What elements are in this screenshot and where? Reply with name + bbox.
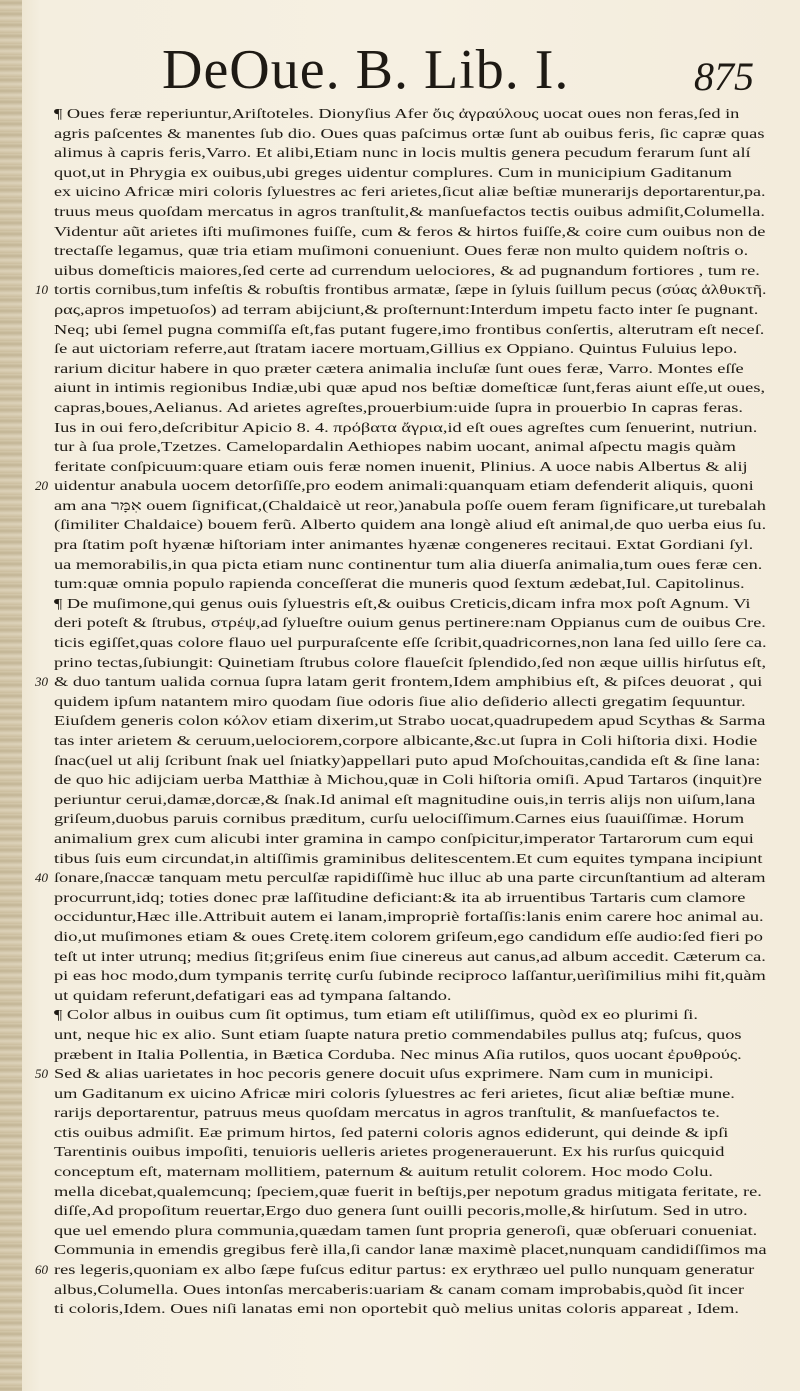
line-text: periuntur cerui,damæ,dorcæ,& ſnak.Id animal eſt magnitudine ouis,in terris alijs non uiſum,lana [54, 791, 756, 807]
text-line [54, 692, 766, 712]
text-line [54, 1005, 766, 1025]
text-line [35, 868, 766, 888]
text-line [54, 300, 766, 320]
text-line [54, 535, 766, 555]
line-text: Eiuſdem generis colon κόλον etiam dixerim,ut Strabo uocat,quadrupedem apud Scythas & Sarma [54, 713, 766, 729]
line-text: animalium grex cum alicubi inter gramina in campo conſpicitur,imperator Tartarorum cum equi [54, 830, 754, 846]
text-line [54, 751, 766, 771]
line-text: Videntur aũt arietes iſti muſimones fuiſſe, cum & feros & hirtos fuiſſe,& coire cum ouibus non de [54, 223, 766, 239]
line-text: ſonare,ſnaccæ tanquam metu perculſæ rapidiſſimè huc illuc ab una parte circunſtantium ad alteram [54, 870, 766, 886]
text-line [35, 672, 766, 692]
text-line [35, 1260, 766, 1280]
paragraph [35, 1005, 767, 1319]
text-line [54, 829, 766, 849]
line-text: & duo tantum ualida cornua ſupra latam gerit frontem,Idem amphibius eſt, & piſces deuorat , qui [54, 674, 763, 690]
text-line [35, 1064, 766, 1084]
line-text: dio,ut muſimones etiam & oues Cretę.item colorem griſeum,ego candidum eſſe audio:ſed fieri po [54, 928, 763, 944]
paragraph [35, 104, 767, 594]
line-text: feritate conſpicuum:quare etiam ouis feræ nomen inuenit, Plinius. A uoce nabis Albertus & alij [54, 458, 748, 474]
text-line [54, 104, 766, 124]
line-text: ua memorabilis,in qua picta etiam nunc continentur tum alia diuerſa animalia,tum oues feræ cen. [54, 556, 763, 572]
line-text: que uel emendo plura communia,quædam tamen ſunt propria generoſi, quæ obſeruari conueniat. [54, 1222, 758, 1238]
line-text: quidem ipſum natantem miro quodam ſiue odoris ſiue alio deſiderio allecti gregatim ſequuntur. [54, 693, 746, 709]
line-text: tas inter arietem & ceruum,uelociorem,corpore albicante,&c.ut ſupra in Coli hiſtoria dixi. Hodie [54, 733, 758, 748]
running-title: DeOue. B. Lib. I. [162, 39, 570, 101]
line-text: ¶ Oues feræ reperiuntur,Ariſtoteles. Dionyſius Afer ὄις ἀγραύλους uocat oues non feras,ſed in [54, 106, 740, 121]
text-line [54, 1299, 766, 1319]
line-text: præbent in Italia Pollentia, in Bætica Corduba. Nec minus Aſia rutilos, quos uocant ἐρυθρούς. [54, 1046, 742, 1062]
line-text: capras,boues,Aelianus. Ad arietes agreſtes,prouerbium:uide ſupra in prouerbio In capras feras. [54, 399, 743, 415]
line-text: ut quidam referunt,defatigari eas ad tympana ſaltando. [54, 987, 452, 1003]
line-text: uidentur anabula uocem detorſiſſe,pro eodem animali:quanquam etiam defenderit aliquis, quoni [54, 478, 754, 494]
text-line [54, 1221, 766, 1241]
text-body [35, 104, 767, 1319]
line-text: procurrunt,idq; toties donec præ laſſitudine deficiant:& ita ab irruentibus Tartaris cum clamore [54, 889, 746, 905]
text-line [54, 143, 766, 163]
text-line [54, 1162, 766, 1182]
text-line [54, 1084, 766, 1104]
line-text: ρας,apros impetuoſos) ad terram abijciunt,& proſternunt:Interdum impetu facto inter ſe pugnant. [54, 301, 759, 317]
line-text: diſſe,Ad propoſitum reuertar,Ergo duo genera ſunt ouilli pecoris,molle,& hirſutum. Sed in utro. [54, 1203, 748, 1219]
text-line [54, 1123, 766, 1143]
line-text: rarium dicitur habere in quo præter cætera animalia incluſæ ſunt oues feræ, Varro. Montes eſſe [54, 360, 744, 376]
line-text: uibus domeſticis maiores,ſed certe ad currendum uelociores, & ad pugnandum fortiores , tum re. [54, 262, 760, 278]
text-line [54, 261, 766, 281]
line-text: um Gaditanum ex uicino Africæ miri coloris ſyluestres ac feri arietes, ſicut aliæ beſtiæ mune. [54, 1085, 735, 1101]
line-text: conceptum eſt, maternam mollitiem, paternum & auitum retulit colorem. Hoc modo Colu. [54, 1164, 713, 1180]
text-line [35, 280, 767, 300]
text-line [54, 1045, 766, 1065]
line-number: 20 [35, 478, 48, 494]
text-line [54, 790, 766, 810]
text-line [54, 359, 766, 379]
text-line [54, 653, 766, 673]
line-text: mella dicebat,qualemcunq; ſpeciem,quæ fuerit in beſtijs,per nepotum gradus mitigata feritate, re. [54, 1183, 762, 1199]
line-text: alimus à capris feris,Varro. Et alibi,Etiam nunc in locis multis genera pecudum ferarum ſunt alí [54, 145, 751, 161]
line-number: 10 [35, 282, 48, 298]
text-line [54, 1240, 766, 1260]
text-line [54, 418, 766, 438]
line-text: pra ſtatim poſt hyænæ hiſtoriam inter animantes hyænæ congeneres recitaui. Extat Gordiani ſyl. [54, 537, 754, 553]
line-text: ſe aut uictoriam referre,aut ſtratam iacere mortuam,Gillius ex Oppiano. Quintus Fuluius lepo. [54, 341, 738, 357]
line-text: unt, neque hic ex alio. Sunt etiam ſuapte natura pretio commendabiles pullus atq; fuſcus, quos [54, 1026, 742, 1042]
line-text: teſt ut inter utrunq; medius ſit;griſeus enim ſiue cinereus aut canus,ad album accedit. Cæterum ca. [54, 948, 766, 964]
text-line [54, 711, 766, 731]
text-line [54, 555, 766, 575]
text-line [54, 202, 766, 222]
line-text: ¶ Color albus in ouibus cum ſit optimus, tum etiam eſt utiliſſimus, quòd ex eo plurimi ſi. [54, 1007, 698, 1023]
text-line [54, 1142, 766, 1162]
text-line [54, 594, 766, 614]
text-line [54, 986, 766, 1006]
text-line [54, 124, 766, 144]
line-text: occiduntur,Hæc ille.Attribuit autem ei lanam,impropriè fortaſſis:lanis enim carere hoc animal au. [54, 909, 764, 925]
line-text: am ana אִמָּר ouem ſignificat,(Chaldaicè ut reor,)anabula poſſe ouem feram ſignificare,ut turebalah [54, 497, 766, 513]
text-line [54, 927, 766, 947]
text-line [54, 515, 766, 535]
page-gutter [0, 0, 22, 1391]
text-line [54, 809, 766, 829]
line-text: de quo hic adijciam uerba Matthiæ à Michou,quæ in Coli hiſtoria omiſi. Apud Tartaros (inquit)re [54, 772, 762, 788]
line-text: agris paſcentes & manentes ſub dio. Oues quas paſcimus ortæ ſunt ab ouibus feris, ſic capræ quas [54, 125, 765, 141]
line-text: Neq; ubi ſemel pugna commiſſa eſt,fas putant fugere,imo frontibus conſertis, alterutram eſt neceſ. [54, 321, 765, 337]
text-line [54, 770, 766, 790]
line-text: rarijs deportarentur, patruus meus quoſdam mercatus in agros tranſtulit, & manſuefactos te. [54, 1105, 720, 1121]
line-text: quot,ut in Phrygia ex ouibus,ubi greges uidentur complures. Cum in municipium Gaditanum [54, 164, 732, 180]
line-text: truus meus quoſdam mercatus in agros tranſtulit,& manſuefactos tectis ouibus admiſit,Columella. [54, 203, 766, 219]
text-line [35, 476, 766, 496]
line-text: aiunt in intimis regionibus Indiæ,ubi quæ apud nos beſtiæ domeſticæ ſunt,feras aiunt eſſe,ut oues, [54, 380, 766, 396]
page-number: 875 [694, 54, 754, 99]
line-text: prino tectas,ſubiungit: Quinetiam ſtrubus colore flaueſcit ſplendido,ſed non æque uillis hirſutus eſt, [54, 654, 767, 670]
line-number: 30 [35, 674, 48, 690]
text-line [54, 849, 766, 869]
text-line [54, 339, 766, 359]
text-line [54, 888, 766, 908]
text-line [54, 163, 766, 183]
text-line [54, 182, 766, 202]
text-line [54, 241, 766, 261]
text-line [54, 398, 766, 418]
text-line [54, 633, 766, 653]
line-text: griſeum,duobus paruis cornibus præditum, curſu uelociſſimum.Carnes eius ſuauiſſimæ. Horum [54, 811, 745, 827]
line-number: 60 [35, 1262, 48, 1278]
paragraph [35, 594, 767, 1005]
text-line [54, 966, 766, 986]
line-text: trectaſſe legamus, quæ tria etiam muſimoni conueniunt. Oues feræ non multo quidem noſtris o. [54, 243, 749, 259]
text-line [54, 574, 766, 594]
line-text: ti coloris,Idem. Oues niſi lanatas emi non oportebit quò melius unitas coloris appareat , Idem. [54, 1301, 739, 1317]
text-line [54, 437, 766, 457]
text-line [54, 613, 766, 633]
line-text: ex uicino Africæ miri coloris ſyluestres ac feri arietes,ſicut aliæ beſtiæ munerarijs deportarentur,pa. [54, 184, 766, 200]
line-text: Communia in emendis gregibus ferè illa,ſi candor lanæ maximè placet,nunquam candidiſſimos ma [54, 1242, 767, 1258]
text-line [54, 496, 766, 516]
line-text: (ſimiliter Chaldaice) bouem ferũ. Alberto quidem ana longè aliud eſt animal,de quo uerba eius ſu. [54, 517, 767, 533]
line-text: Ius in oui fero,deſcribitur Apicio 8. 4. πρόβατα ἄγρια,id eſt oues agreſtes cum ſenuerint, nutriun. [54, 419, 758, 435]
line-text: deri poteſt & ſtrubus, στρέψ,ad ſylueſtre ouium genus pertinere:nam Oppianus cum de ouibus Cre. [54, 615, 766, 631]
text-line [54, 1025, 766, 1045]
line-text: Sed & alias uarietates in hoc pecoris genere docuit uſus exprimere. Nam cum in municipi. [54, 1066, 714, 1082]
text-line [54, 320, 766, 340]
text-line [54, 947, 766, 967]
line-text: res legeris,quoniam ex albo ſæpe fuſcus editur partus: ex erythræo uel pullo nunquam generatur [54, 1262, 755, 1278]
line-text: tum:quæ omnia populo rapienda conceſſerat die muneris quod ſextum ædebat,Iul. Capitolinus. [54, 576, 745, 592]
line-text: ¶ De muſimone,qui genus ouis ſyluestris eſt,& ouibus Creticis,dicam infra mox poſt Agnum. Vi [54, 595, 751, 611]
line-text: ctis ouibus admiſit. Eæ primum hirtos, ſed paterni coloris agnos ediderunt, qui deinde & ipſi [54, 1124, 729, 1140]
line-text: tur à ſua prole,Tzetzes. Camelopardalin Aethiopes nabim uocant, animal aſpectu magis quàm [54, 439, 736, 455]
text-line [54, 1182, 766, 1202]
line-number: 40 [35, 870, 48, 886]
text-line [54, 1103, 766, 1123]
text-line [54, 731, 766, 751]
line-text: tibus ſuis eum circundat,in altiſſimis graminibus delitescentem.Et cum equites tympana incipiunt [54, 850, 763, 866]
line-text: ſnac(uel ut alij ſcribunt ſnak uel ſniatky)appellari puto apud Moſchouitas,candida eſt & ſine lana: [54, 752, 761, 768]
running-head [0, 38, 800, 102]
text-line [54, 1201, 766, 1221]
text-line [54, 457, 766, 477]
line-number: 50 [35, 1066, 48, 1082]
line-text: pi eas hoc modo,dum tympanis territę curſu ſubinde reciproco laſſantur,uerìſimilius mihi fit,quàm [54, 968, 766, 984]
line-text: ticis egiſſet,quas colore flauo uel purpuraſcente eſſe ſcribit,quadricornes,non lana ſed uillo ſere ca. [54, 635, 767, 651]
text-line [54, 222, 766, 242]
line-text: Tarentinis ouibus impoſiti, tenuioris uelleris arietes progenerauerunt. Ex his rurſus quicquid [54, 1144, 725, 1160]
line-text: tortis cornibus,tum infeſtis & robuſtis frontibus armatæ, ſæpe in ſyluis ſuillum pecus (σύας ἀλθυκτῆ. [54, 282, 767, 298]
text-line [54, 378, 766, 398]
line-text: albus,Columella. Oues intonſas mercaberis:uariam & canam comam improbabis,quòd ſit incer [54, 1281, 745, 1297]
text-line [54, 1280, 766, 1300]
text-line [54, 907, 766, 927]
